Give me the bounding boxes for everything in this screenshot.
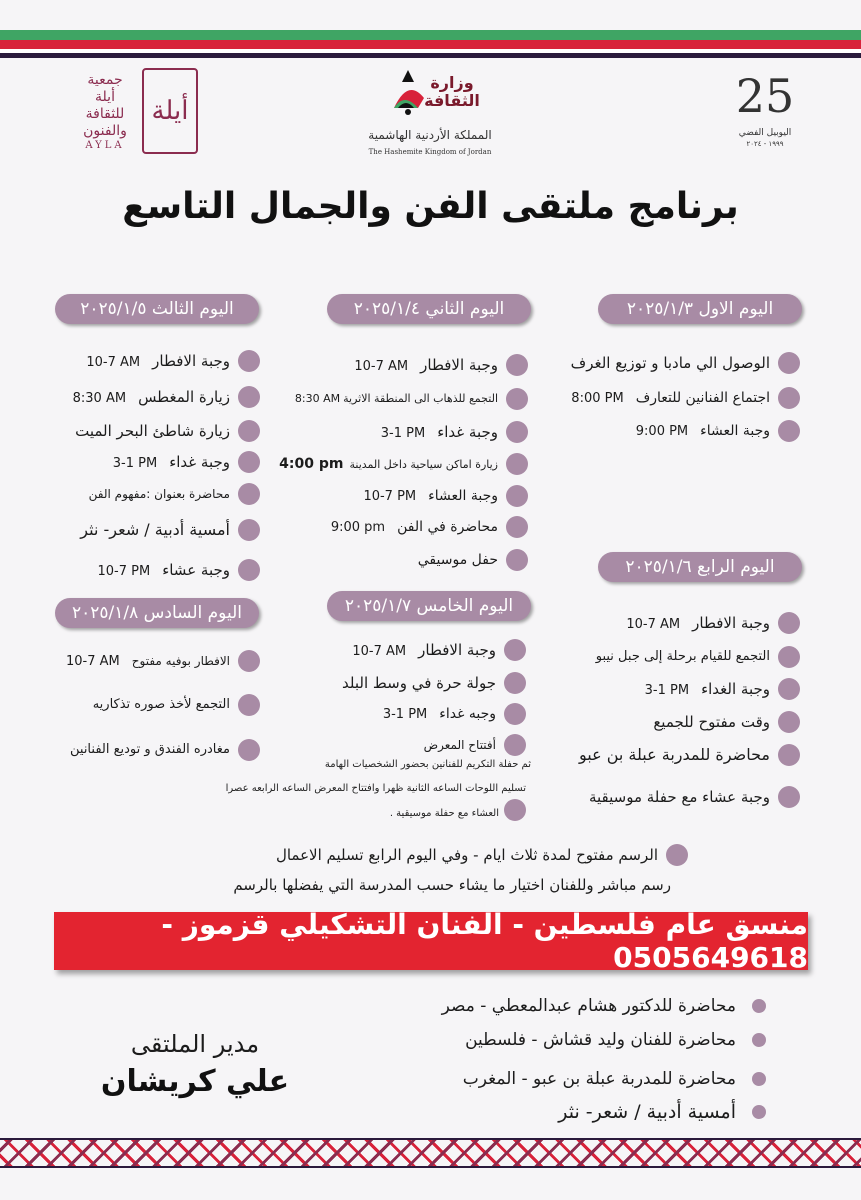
bullet-icon bbox=[238, 350, 260, 372]
ministry-logo bbox=[360, 68, 500, 168]
kingdom-arabic: المملكة الأردنية الهاشمية bbox=[368, 128, 492, 142]
top-stripe-green bbox=[0, 30, 861, 40]
jubilee-label: اليوبيل الفضي bbox=[738, 128, 792, 138]
ministry-name-line-2: الثقافة bbox=[424, 91, 480, 110]
footer-note-item: الرسم مفتوح لمدة ثلاث ايام - وفي اليوم الرابع تسليم الاعمال bbox=[200, 844, 688, 866]
kingdom-english: The Hashemite Kingdom of Jordan bbox=[368, 148, 492, 156]
day-5-item: وجبة الافطار10-7 AM bbox=[300, 639, 526, 661]
day-3-item: وجبة الافطار10-7 AM bbox=[40, 350, 260, 372]
bullet-icon bbox=[504, 639, 526, 661]
day-3-item: أمسية أدبية / شعر- نثر bbox=[40, 519, 260, 541]
lecture-item: أمسية أدبية / شعر- نثر bbox=[340, 1099, 766, 1125]
day-1-item: وجبة العشاء9:00 PM bbox=[540, 420, 800, 442]
day-5-header: اليوم الخامس ٢٠٢٥/١/٧ bbox=[327, 591, 531, 621]
day-6-item: مغادره الفندق و توديع الفنانين bbox=[40, 739, 260, 761]
ayla-line-4: والفنون bbox=[83, 123, 127, 139]
bullet-icon bbox=[778, 352, 800, 374]
bullet-icon bbox=[752, 1033, 766, 1047]
bottom-pattern-bottom-line bbox=[0, 1166, 861, 1168]
ministry-name-line-1: وزارة bbox=[430, 73, 474, 92]
bullet-icon bbox=[504, 799, 526, 821]
top-stripe-dark bbox=[0, 53, 861, 58]
day-2-item: محاضرة في الفن9:00 pm bbox=[262, 516, 528, 538]
ayla-line-3: للثقافة bbox=[85, 106, 125, 122]
day-2-item: حفل موسيقي bbox=[262, 549, 528, 571]
day-3-item: زيارة شاطئ البحر الميت bbox=[40, 420, 260, 442]
bullet-icon bbox=[238, 451, 260, 473]
bullet-icon bbox=[778, 420, 800, 442]
bullet-icon bbox=[504, 672, 526, 694]
bullet-icon bbox=[778, 646, 800, 668]
bullet-icon bbox=[238, 559, 260, 581]
jubilee-years: ١٩٩٩ - ٢٠٢٤ bbox=[746, 140, 784, 148]
day-3-header: اليوم الثالث ٢٠٢٥/١/٥ bbox=[55, 294, 259, 324]
day-1-item: الوصول الي مادبا و توزيع الغرف bbox=[540, 352, 800, 374]
bullet-icon bbox=[506, 453, 528, 475]
day-2-item: وجبة الافطار10-7 AM bbox=[262, 354, 528, 376]
director-label: مدير الملتقى bbox=[130, 1030, 260, 1058]
lecture-item: محاضرة للدكتور هشام عبدالمعطي - مصر bbox=[340, 993, 766, 1019]
day-4-item: محاضرة للمدربة عبلة بن عبو bbox=[540, 744, 800, 766]
top-stripe-red bbox=[0, 40, 861, 49]
lecture-item: محاضرة للفنان وليد قشاش - فلسطين bbox=[340, 1027, 766, 1053]
day-2-header: اليوم الثاني ٢٠٢٥/١/٤ bbox=[327, 294, 531, 324]
day-5-note: العشاء مع حفلة موسيقية . bbox=[389, 808, 499, 819]
bullet-icon bbox=[504, 734, 526, 756]
day-1-header: اليوم الاول ٢٠٢٥/١/٣ bbox=[598, 294, 802, 324]
bullet-icon bbox=[238, 739, 260, 761]
lecture-item: محاضرة للمدربة عبلة بن عبو - المغرب bbox=[340, 1066, 766, 1092]
day-6-item: التجمع لأخذ صوره تذكاريه bbox=[40, 694, 260, 716]
bullet-icon bbox=[506, 388, 528, 410]
ayla-logo-text bbox=[70, 72, 140, 140]
bullet-icon bbox=[506, 354, 528, 376]
day-2-item: وجبة غداء3-1 PM bbox=[262, 421, 528, 443]
coordinator-banner: منسق عام فلسطين - الفنان التشكيلي قزموز - 0505649618 bbox=[54, 912, 808, 970]
bullet-icon bbox=[506, 421, 528, 443]
day-2-item: وجبة العشاء10-7 PM bbox=[262, 485, 528, 507]
bullet-icon bbox=[778, 678, 800, 700]
jubilee-number: 25 bbox=[735, 69, 795, 123]
bullet-icon bbox=[238, 420, 260, 442]
bullet-icon bbox=[778, 786, 800, 808]
bullet-icon bbox=[506, 485, 528, 507]
bullet-icon bbox=[238, 483, 260, 505]
day-5-note: تسليم اللوحات الساعه الثانية ظهرا وافتتاح المعرض الساعه الرابعه عصرا bbox=[225, 783, 526, 794]
director-name: علي كريشان bbox=[100, 1064, 290, 1099]
day-3-item: وجبة غداء3-1 PM bbox=[40, 451, 260, 473]
day-4-item: وجبة عشاء مع حفلة موسيقية bbox=[540, 786, 800, 808]
day-4-item: وقت مفتوح للجميع bbox=[540, 711, 800, 733]
bullet-icon bbox=[752, 1105, 766, 1119]
day-5-item: جولة حرة في وسط البلد bbox=[300, 672, 526, 694]
day-4-item: وجبة الغداء3-1 PM bbox=[540, 678, 800, 700]
day-6-header: اليوم السادس ٢٠٢٥/١/٨ bbox=[55, 598, 259, 628]
day-1-item: اجتماع الفنانين للتعارف8:00 PM bbox=[540, 387, 800, 409]
bullet-icon bbox=[752, 999, 766, 1013]
ayla-line-2: أيلة bbox=[95, 89, 115, 105]
jubilee-logo bbox=[735, 64, 795, 164]
bullet-icon bbox=[778, 711, 800, 733]
day-5-item: أفتتاح المعرض bbox=[300, 734, 526, 756]
day-3-item: وجبة عشاء10-7 PM bbox=[40, 559, 260, 581]
bullet-icon bbox=[666, 844, 688, 866]
bullet-icon bbox=[504, 703, 526, 725]
day-3-item: زيارة المغطس8:30 AM bbox=[40, 386, 260, 408]
day-5-item bbox=[500, 799, 526, 821]
bullet-icon bbox=[238, 694, 260, 716]
day-5-note: ثم حفلة التكريم للفنانين بحضور الشخصيات الهامة bbox=[324, 759, 531, 770]
bullet-icon bbox=[506, 516, 528, 538]
bullet-icon bbox=[778, 387, 800, 409]
day-4-item: التجمع للقيام برحلة إلى جبل نيبو bbox=[540, 646, 800, 668]
bullet-icon bbox=[752, 1072, 766, 1086]
ayla-logo bbox=[70, 68, 200, 158]
day-5-item: وجبه غداء3-1 PM bbox=[300, 703, 526, 725]
day-2-item: التجمع للذهاب الى المنطقة الاثرية8:30 AM bbox=[262, 388, 528, 410]
day-6-item: الافطار بوفيه مفتوح10-7 AM bbox=[40, 650, 260, 672]
bullet-icon bbox=[238, 519, 260, 541]
day-2-item: زيارة اماكن سياحية داخل المدينة4:00 pm bbox=[262, 453, 528, 475]
ayla-logo-latin: AYLA bbox=[85, 140, 125, 151]
day-4-item: وجبة الافطار10-7 AM bbox=[540, 612, 800, 634]
ministry-name bbox=[422, 74, 482, 110]
bottom-pattern bbox=[0, 1140, 861, 1166]
bullet-icon bbox=[238, 386, 260, 408]
bullet-icon bbox=[506, 549, 528, 571]
bullet-icon bbox=[778, 744, 800, 766]
bullet-icon bbox=[238, 650, 260, 672]
footer-note-secondary: رسم مباشر وللفنان اختيار ما يشاء حسب المدرسة التي يفضلها بالرسم bbox=[233, 876, 671, 894]
day-3-item: محاضرة بعنوان :مفهوم الفن bbox=[40, 483, 260, 505]
ayla-logo-mark: أيلة bbox=[142, 68, 198, 154]
day-4-header: اليوم الرابع ٢٠٢٥/١/٦ bbox=[598, 552, 802, 582]
bullet-icon bbox=[778, 612, 800, 634]
page-title: برنامج ملتقى الفن والجمال التاسع bbox=[122, 186, 739, 227]
ayla-line-1: جمعية bbox=[87, 72, 123, 88]
